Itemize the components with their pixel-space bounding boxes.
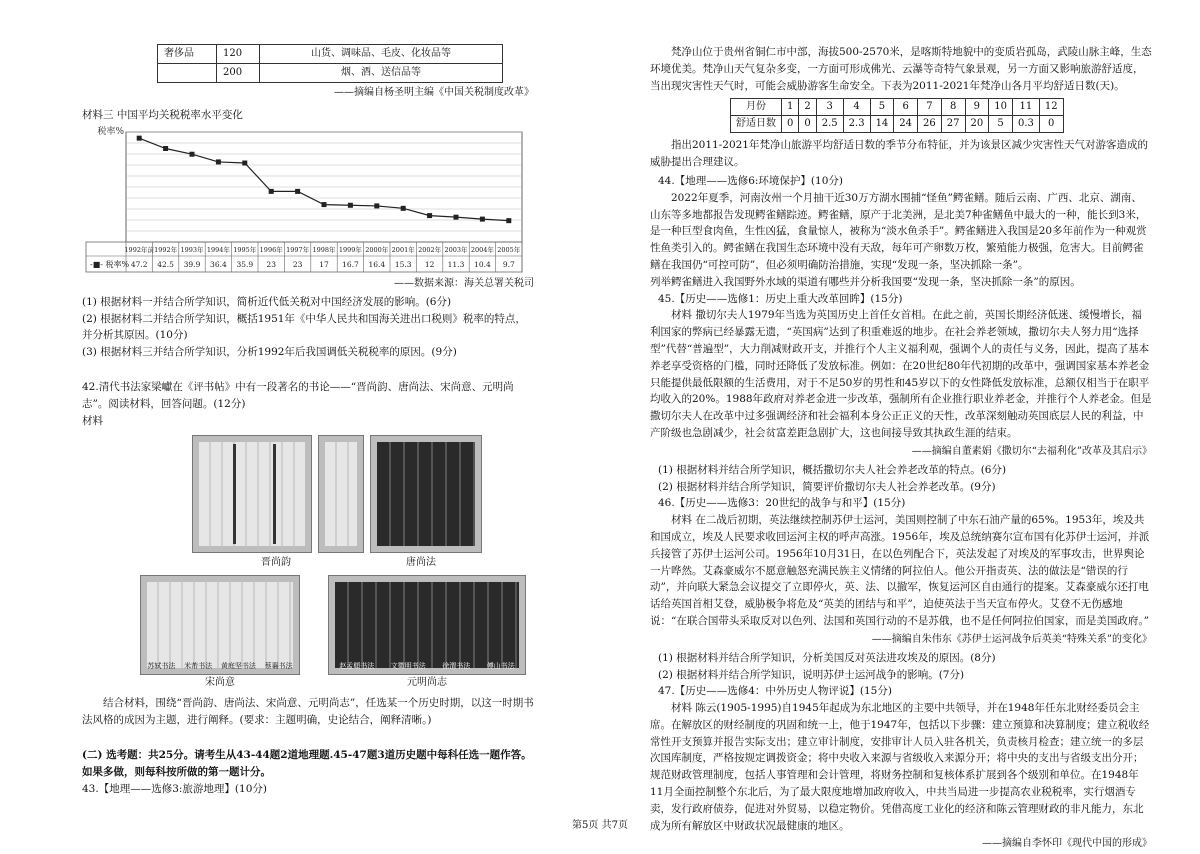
data-label: 17 — [319, 259, 329, 269]
month-cell: 10 — [989, 99, 1013, 116]
days-cell: 0 — [1039, 116, 1063, 133]
q47-title: 47.【历史——选修4：中外历史人物评说】(15分) — [658, 685, 892, 698]
days-cell: 5 — [989, 116, 1013, 133]
material3-title: 材料三 中国平均关税税率水平变化 — [82, 109, 243, 121]
month-cell: 9 — [965, 99, 989, 116]
data-point — [374, 203, 379, 208]
data-label: 9.7 — [502, 259, 515, 269]
data-label: 15.3 — [394, 259, 412, 269]
q41-part1: (1) 根据材料一并结合所学知识，简析近代低关税对中国经济发展的影响。(6分) — [82, 295, 452, 308]
table-cell: 200 — [217, 64, 260, 83]
caption-song: 宋尚意 — [205, 677, 235, 689]
data-point — [454, 214, 459, 219]
data-point — [216, 159, 221, 164]
q46-text: 材料 在二战后初期，英法继续控制苏伊士运河，美国则控制了中东石油产量的65%。1953年，埃及共和国成立，埃及人民要求收回运河主权的呼声高涨。1956年，埃及总统纳赛尔宣布国有化苏伊士运河，并派兵接管了苏伊士运河公司。1956年10月31日，在以色列配合下，英法发起了对埃及的军事攻击，世界舆论一片哗然。艾森豪威尔不愿意触怒充满民族主义情绪的阿拉伯人。他公开指责英、法的做法是“错误的行动”，并向联大紧急会议提交了立即停火，英、法、以撤军，恢复运河区自由通行的提案。艾森豪威尔还打电话给英国首相艾登，威胁极争将危及“英美的团结与和平”，迫使英法于当天宣布停火。艾登不无伤感地说：“在联合国带头采取反对以色列、法国和英国行动的不是苏俄，也不是任何阿拉伯国家，而是美国政府。” — [650, 514, 1150, 627]
x-tick-label: 2004年 — [470, 245, 494, 254]
days-cell: 0 — [799, 116, 816, 133]
x-tick-label: 1993年 — [180, 245, 204, 254]
x-tick-label: 1992年 — [154, 245, 178, 254]
q47-text: 材料 陈云(1905-1995)自1945年起成为东北地区的主要中共领导，并在1948年任东北财经委员会主席。在解放区的财经制度的巩固和统一上，他于1947年，包括以下步骤：建立预算和决算制度；建立税收经常性开支预算并报告实际支出；建立审计制度，安排审计人员入驻各机关，负责核月检查；建立统一的多层次国库制度，严格按规定调拨资金；将中央收入来源与省级收入来源分开；将中央的支出与省级支出分开；规范财政管理制度，包括人事管理和会计管理，将财务控制和复核体系扩展到各个级别和单位。在1948年11月全面控制整个东北后，为了最大限度地增加政府收入，中共当局进一步提高农业税税率，实行烟酒专卖，发行政府债券，促进对外贸易，以稳定物价。凭借高度工业化的经济和陈云管理财政的非凡能力，东北成为所有解放区中财政状况最健康的地区。 — [650, 702, 1150, 832]
month-cell: 4 — [843, 99, 870, 116]
tariff-table — [157, 44, 503, 83]
data-label: 10.4 — [474, 259, 491, 269]
data-point — [190, 152, 195, 157]
tariff-source: ——摘编自杨圣明主编《中国关税制度改革》 — [334, 87, 534, 98]
data-point — [163, 146, 168, 151]
month-cell: 7 — [918, 99, 942, 116]
song-label: 黄庭坚书法 — [220, 662, 256, 671]
q43-task: 指出2011-2021年梵净山旅游平均舒适日数的季节分布特征，并为该景区减少灾害性天气对游客造成的威胁提出合理建议。 — [650, 139, 1148, 169]
tariff-chart — [82, 124, 530, 274]
data-label: 35.9 — [236, 259, 254, 269]
table-header-cell: 月份 — [731, 99, 782, 116]
q42-intro: 42.清代书法家梁巘在《评书帖》中有一段著名的书论——“晋尚韵、唐尚法、宋尚意、元明尚志”。阅读材料，回答问题。(12分) — [82, 380, 514, 410]
caption-jin: 晋尚韵 — [261, 557, 291, 569]
x-tick-label: 1998年 — [312, 245, 336, 254]
x-tick-label: 2005年 — [497, 245, 521, 254]
days-cell: 0.3 — [1012, 116, 1039, 133]
days-cell: 26 — [918, 116, 942, 133]
month-cell: 2 — [799, 99, 816, 116]
comfort-days-table — [730, 98, 1064, 133]
jin-calligraphy-image — [192, 435, 312, 553]
days-cell: 20 — [965, 116, 989, 133]
q46-title: 46.【历史——选修3：20世纪的战争与和平】(15分) — [658, 497, 906, 510]
series-line — [139, 138, 509, 221]
q44-text: 2022年夏季，河南汝州一个月抽干近30万方湖水围捕“怪鱼”鳄雀鳝。随后云南、广西、北京、湖南、山东等多地都报告发现鳄雀鳝踪迹。鳄雀鳝，原产于北美洲，是北美7种雀鳝鱼中最大的一种，能长到3米，是一种巨型食肉鱼，生性凶猛，食量惊人，被称为“淡水鱼杀手”。鳄雀鳝进入我国是20多年前作为一种观赏性鱼类引入的。鳄雀鳝在我国生态环境中没有天敌，每年可产卵数万枚，繁殖能力极强，危害大。目前鳄雀鳝在我国仍“可控可防”，但必须明确防治措施，实现“发现一条，坚决抓除一条”。 — [650, 191, 1147, 271]
month-cell: 1 — [782, 99, 799, 116]
table-row — [158, 45, 503, 64]
song-label: 蔡襄书法 — [264, 662, 293, 671]
days-cell: 24 — [894, 116, 918, 133]
x-tick-label: 1999年 — [338, 245, 362, 254]
data-label: 16.4 — [368, 259, 386, 269]
x-tick-label: 2003年 — [444, 245, 468, 254]
data-label: 36.4 — [210, 259, 227, 269]
table-cell: 120 — [217, 45, 260, 64]
right-column — [650, 44, 1152, 854]
yuan-label: 傅山书法 — [486, 662, 515, 671]
data-label: 11.3 — [447, 259, 465, 269]
days-cell: 27 — [941, 116, 965, 133]
data-label: 23 — [266, 259, 276, 269]
caption-yuanming: 元明尚志 — [407, 677, 447, 689]
table-row — [731, 99, 1064, 116]
q45-text: 材料 撒切尔夫人1979年当选为英国历史上首任女首相。在此之前，英国长期经济低迷、缓慢增长，福利国家的弊病已经暴露无遗，“英国病”达到了积重难返的地步。在社会养老领域，撒切尔夫人努力用“选择型”代替“普遍型”，大力削减财政开支，并推行个人主义福利观，强调个人的责任与义务，因此，提高了基本养老享受资格的门槛，同时还降低了发放标准。例如：在20世纪80年代初期的改革中，强调国家基本养老金只能提供最低限额的生活费用，对于不足50岁的男性和45岁以下的女性降低发放标准，总额仅相当于在职平均收入的20%。1988年政府对养老金进一步改革，强制所有企业推行职业养老金，并推行个人养老金。但是撒切尔夫人在改革中过多强调经济和社会福利本身公正正义的天性，改革深刻触动英国底层人民的利益，中产阶级也急剧减少，社会贫富差距急剧扩大，这也间接导致其执政生涯的结束。 — [650, 309, 1152, 439]
data-point — [137, 135, 142, 140]
x-tick-label: 1994年 — [206, 245, 230, 254]
q43-title: 43.【地理——选修3:旅游地理】(10分) — [82, 782, 267, 795]
chart-source: ——数据来源：海关总署关税司 — [394, 277, 534, 289]
song-calligraphy-image — [140, 575, 300, 675]
song-label: 米芾书法 — [184, 662, 213, 671]
q45-question2: (2) 根据材料并结合所学知识，简要评价撒切尔夫人社会养老改革。(9分) — [658, 480, 996, 493]
q44-task: 列举鳄雀鳝进入我国野外水域的渠道有哪些并分析我国要“发现一条，坚决抓除一条”的原因。 — [650, 275, 1081, 288]
tang-calligraphy-image — [370, 435, 482, 553]
days-cell: 0 — [782, 116, 799, 133]
x-tick-label: 2002年 — [418, 245, 442, 254]
table-cell: 山货、调味品、毛皮、化妆品等 — [260, 45, 503, 64]
y-axis-label: 税率% — [97, 126, 124, 137]
month-cell: 5 — [870, 99, 894, 116]
yuan-label: 徐渭书法 — [442, 662, 471, 671]
table-cell — [158, 64, 217, 83]
data-point — [322, 202, 327, 207]
q47-source: ——摘编自李怀印《现代中国的形成》 — [982, 838, 1152, 850]
month-cell: 3 — [816, 99, 843, 116]
data-point — [348, 203, 353, 208]
data-label: 47.2 — [130, 259, 148, 269]
data-point — [295, 189, 300, 194]
song-yuan-images — [140, 575, 534, 691]
q46-question2: (2) 根据材料并结合所学知识，说明苏伊士运河战争的影响。(7分) — [658, 668, 965, 681]
data-label: 42.5 — [157, 259, 174, 269]
q46-source: ——摘编自朱伟东《苏伊士运河战争后英美“特殊关系”的变化》 — [871, 633, 1152, 645]
x-tick-label: 2000年 — [365, 245, 389, 254]
q41-part3: (3) 根据材料三并结合所学知识，分析1992年后我国调低关税税率的原因。(9分) — [82, 346, 457, 359]
days-cell: 2.5 — [816, 116, 843, 133]
q42-material-label: 材料 — [82, 414, 103, 427]
x-tick-label: 1995年 — [233, 245, 257, 254]
q43-text: 梵净山位于贵州省铜仁市中部，海拔500-2570米，是喀斯特地貌中的变质岩孤岛，武陵山脉主峰，生态环境优美。梵净山天气复杂多变，一方面可形成佛光、云瀑等奇特气象景观，另一方面又影响旅游舒适度，当出现灾害性天气时，可能会威胁游客生命安全。下表为2011-2021年梵净山各月平均舒适日数(天)。 — [650, 46, 1152, 92]
yuan-label: 赵孟頫书法 — [339, 662, 375, 671]
data-point — [506, 218, 511, 223]
q45-question1: (1) 根据材料并结合所学知识，概括撒切尔夫人社会养老改革的特点。(6分) — [658, 463, 1007, 476]
legend-series: -■- 税率% — [90, 259, 130, 269]
month-cell: 11 — [1012, 99, 1039, 116]
yuan-label: 文徵明书法 — [390, 662, 426, 671]
q45-source: ——摘编自董素娟《撒切尔“去福利化”改革及其启示》 — [911, 445, 1152, 457]
x-tick-label: 2001年 — [391, 245, 415, 254]
data-label: 23 — [292, 259, 303, 269]
data-point — [242, 160, 247, 165]
yuanming-calligraphy-image — [328, 575, 526, 675]
table-cell: 奢侈品 — [158, 45, 217, 64]
data-point — [427, 213, 432, 218]
q45-title: 45.【历史——选修1：历史上重大改革回眸】(15分) — [658, 292, 903, 305]
tariff-line-chart — [82, 124, 530, 274]
month-cell: 8 — [941, 99, 965, 116]
data-point — [401, 206, 406, 211]
q42-task: 结合材料，围绕“晋尚韵、唐尚法、宋尚意、元明尚志”，任选某一个历史时期，以这一时期书法风格的成因为主题，进行阐释。(要求：主题明确，史论结合，阐释清晰。) — [82, 697, 534, 727]
q41-part2: (2) 根据材料二并结合所学知识，概括1951年《中华人民共和国海关进出口税则》税率的特点，并分析其原因。(10分) — [82, 312, 526, 342]
caption-tang: 唐尚法 — [406, 557, 436, 569]
jin-calligraphy-scroll — [318, 435, 364, 553]
data-label: 12 — [424, 259, 435, 269]
x-tick-label: 1997年 — [286, 245, 310, 254]
table-header-cell: 舒适日数 — [731, 116, 782, 133]
q44-title: 44.【地理——选修6:环境保护】(10分) — [658, 174, 843, 187]
month-cell: 12 — [1039, 99, 1063, 116]
data-point — [480, 216, 485, 221]
x-tick-label: 1992年前 — [124, 245, 154, 254]
data-label: 39.9 — [183, 259, 201, 269]
left-column — [82, 44, 534, 797]
calligraphy-images — [192, 435, 534, 571]
table-row — [731, 116, 1064, 133]
song-label: 苏轼书法 — [147, 662, 176, 671]
page-footer: 第5页 共7页 — [572, 820, 628, 831]
days-cell: 14 — [870, 116, 894, 133]
days-cell: 2.3 — [843, 116, 870, 133]
table-row — [158, 64, 503, 83]
q46-question1: (1) 根据材料并结合所学知识，分析美国反对英法进攻埃及的原因。(8分) — [658, 651, 996, 664]
x-tick-label: 1996年 — [259, 245, 283, 254]
elective-intro: (二) 选考题：共25分。请考生从43-44题2道地理题.45-47题3道历史题中每科任选一题作答。如果多做，则每科按所做的第一题计分。 — [82, 748, 532, 778]
data-point — [269, 189, 274, 194]
data-label: 16.7 — [342, 259, 359, 269]
table-cell: 烟、酒、送信品等 — [260, 64, 503, 83]
month-cell: 6 — [894, 99, 918, 116]
